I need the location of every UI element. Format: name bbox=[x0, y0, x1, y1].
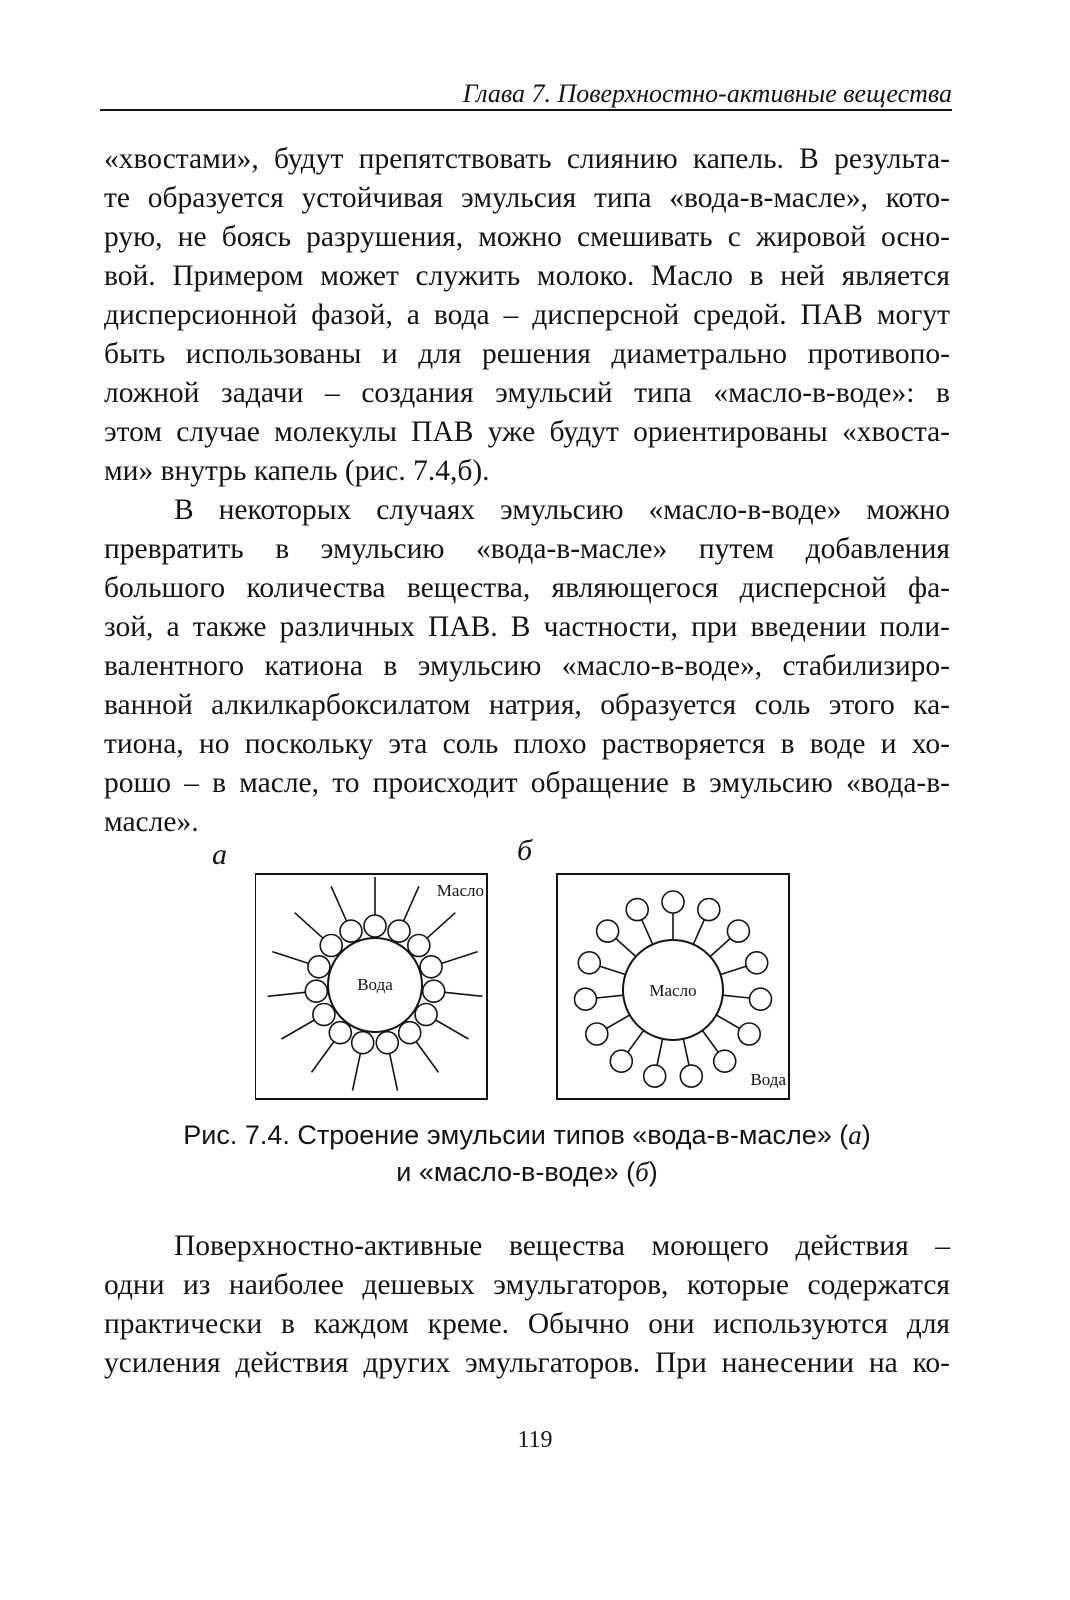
surfactant-head bbox=[352, 1032, 374, 1054]
surfactant-head bbox=[308, 956, 330, 978]
text-line: рую, не боясь разрушения, можно смешивать с жировой осно- bbox=[104, 221, 950, 253]
caption-text: и «масло-в-воде» ( bbox=[396, 1157, 636, 1187]
surfactant-head bbox=[662, 891, 684, 913]
caption-letter: б bbox=[635, 1157, 649, 1187]
surfactant-tail bbox=[642, 920, 653, 945]
surfactant-tail bbox=[404, 886, 419, 921]
caption-line-2 bbox=[104, 1154, 950, 1191]
surfactant-tail bbox=[390, 1054, 398, 1091]
panel-b-inner-label: Масло bbox=[649, 981, 697, 1000]
text-line: масле». bbox=[104, 806, 199, 838]
surfactant-head bbox=[586, 1023, 608, 1045]
surfactant-head bbox=[626, 899, 648, 921]
surfactant-head bbox=[575, 988, 597, 1010]
surfactant-tail bbox=[416, 1042, 438, 1073]
text-line: рошо – в масле, то происходит обращение в эмульсию «вода-в- bbox=[104, 767, 950, 799]
emulsion-figure bbox=[255, 868, 795, 1108]
text-line: ванной алкилкарбоксилатом натрия, образуется соль этого ка- bbox=[104, 689, 950, 721]
surfactant-tail bbox=[436, 1020, 469, 1039]
surfactant-head bbox=[364, 915, 386, 937]
text-line: вой. Примером может служить молоко. Масло в ней является bbox=[104, 260, 950, 292]
text-line: В некоторых случаях эмульсию «масло-в-воде» можно bbox=[174, 494, 950, 526]
surfactant-tail bbox=[616, 939, 636, 957]
panel-a-outer-label: Масло bbox=[436, 881, 484, 900]
text-line: валентного катиона в эмульсию «масло-в-воде», стабилизиро- bbox=[104, 650, 950, 682]
surfactant-head bbox=[313, 1004, 335, 1026]
surfactant-head bbox=[420, 956, 442, 978]
surfactant-head bbox=[597, 920, 619, 942]
surfactant-tail bbox=[442, 952, 478, 964]
surfactant-tail bbox=[716, 1015, 739, 1029]
surfactant-tail bbox=[723, 995, 750, 998]
surfactant-head bbox=[746, 952, 768, 974]
surfactant-tail bbox=[353, 1054, 361, 1091]
text-line: превратить в эмульсию «вода-в-масле» путем добавления bbox=[104, 533, 950, 565]
caption-text: ) bbox=[648, 1157, 658, 1187]
text-line: этом случае молекулы ПАВ уже будут ориентированы «хвоста- bbox=[104, 416, 950, 448]
caption-letter: а bbox=[848, 1120, 862, 1150]
surfactant-head bbox=[305, 980, 327, 1002]
panel-a-letter: а bbox=[212, 838, 227, 871]
surfactant-tail bbox=[272, 952, 308, 964]
caption-line-1 bbox=[104, 1117, 950, 1154]
panel-a bbox=[255, 874, 487, 1099]
running-header: Глава 7. Поверхностно-активные вещества bbox=[462, 79, 952, 108]
text-line: усиления действия других эмульгаторов. При нанесении на ко- bbox=[104, 1347, 950, 1379]
surfactant-tail bbox=[721, 966, 747, 974]
text-line: ложной задачи – создания эмульсий типа «масло-в-воде»: в bbox=[104, 377, 950, 409]
surfactant-head bbox=[727, 920, 749, 942]
figure-caption bbox=[104, 1117, 950, 1191]
paragraph-1 bbox=[104, 140, 950, 491]
surfactant-tail bbox=[596, 995, 623, 998]
surfactant-head bbox=[423, 980, 445, 1002]
text-line: одни из наиболее дешевых эмульгаторов, которые содержатся bbox=[104, 1269, 950, 1301]
surfactant-tail bbox=[331, 886, 346, 921]
text-line: зой, а также различных ПАВ. В частности, при введении поли- bbox=[104, 611, 950, 643]
paragraph-3 bbox=[104, 1227, 950, 1383]
surfactant-tail bbox=[683, 1039, 689, 1065]
surfactant-head bbox=[680, 1065, 702, 1087]
caption-text: ) bbox=[861, 1120, 871, 1150]
surfactant-head bbox=[750, 988, 772, 1010]
page-number: 119 bbox=[517, 1427, 553, 1453]
surfactant-head bbox=[408, 935, 430, 957]
caption-text: Рис. 7.4. Строение эмульсии типов «вода-в-масле» ( bbox=[183, 1120, 849, 1150]
surfactant-head bbox=[376, 1032, 398, 1054]
surfactant-head bbox=[714, 1050, 736, 1072]
surfactant-head bbox=[320, 935, 342, 957]
text-line: ми» внутрь капель (рис. 7.4,б). bbox=[104, 455, 490, 487]
surfactant-head bbox=[738, 1023, 760, 1045]
surfactant-head bbox=[578, 952, 600, 974]
surfactant-tail bbox=[445, 992, 483, 996]
text-line: те образуется устойчивая эмульсия типа «вода-в-масле», кото- bbox=[104, 182, 950, 214]
surfactant-tail bbox=[628, 1031, 644, 1053]
header-rule bbox=[100, 109, 952, 111]
surfactant-head bbox=[610, 1050, 632, 1072]
surfactant-tail bbox=[282, 1020, 315, 1039]
surfactant-tail bbox=[693, 920, 704, 945]
surfactant-head bbox=[399, 1022, 421, 1044]
surfactant-tail bbox=[295, 913, 323, 939]
surfactant-tail bbox=[268, 992, 306, 996]
surfactant-tail bbox=[606, 1015, 629, 1029]
surfactant-tail bbox=[427, 913, 455, 939]
text-line: «хвостами», будут препятствовать слиянию капель. В результа- bbox=[104, 143, 950, 175]
surfactant-head bbox=[388, 920, 410, 942]
surfactant-head bbox=[415, 1004, 437, 1026]
surfactant-head bbox=[340, 920, 362, 942]
panel-b-outer-label: Вода bbox=[750, 1070, 786, 1089]
text-line: практически в каждом креме. Обычно они используются для bbox=[104, 1308, 950, 1340]
text-line: тиона, но поскольку эта соль плохо растворяется в воде и хо- bbox=[104, 728, 950, 760]
paragraph-2 bbox=[104, 491, 950, 842]
surfactant-tail bbox=[312, 1042, 334, 1073]
text-line: Поверхностно-активные вещества моющего действия – bbox=[174, 1230, 950, 1262]
panel-a-inner-label: Вода bbox=[357, 975, 393, 994]
text-line: дисперсионной фазой, а вода – дисперсной средой. ПАВ могут bbox=[104, 299, 950, 331]
text-line: быть использованы и для решения диаметрально противопо- bbox=[104, 338, 950, 370]
panel-b bbox=[557, 874, 789, 1099]
surfactant-head bbox=[329, 1022, 351, 1044]
surfactant-head bbox=[644, 1065, 666, 1087]
surfactant-tail bbox=[657, 1039, 663, 1065]
surfactant-tail bbox=[710, 939, 730, 957]
text-line: большого количества вещества, являющегося дисперсной фа- bbox=[104, 572, 950, 604]
surfactant-tail bbox=[702, 1031, 718, 1053]
surfactant-tail bbox=[600, 966, 626, 974]
panel-b-letter: б bbox=[517, 834, 533, 867]
surfactant-head bbox=[698, 899, 720, 921]
